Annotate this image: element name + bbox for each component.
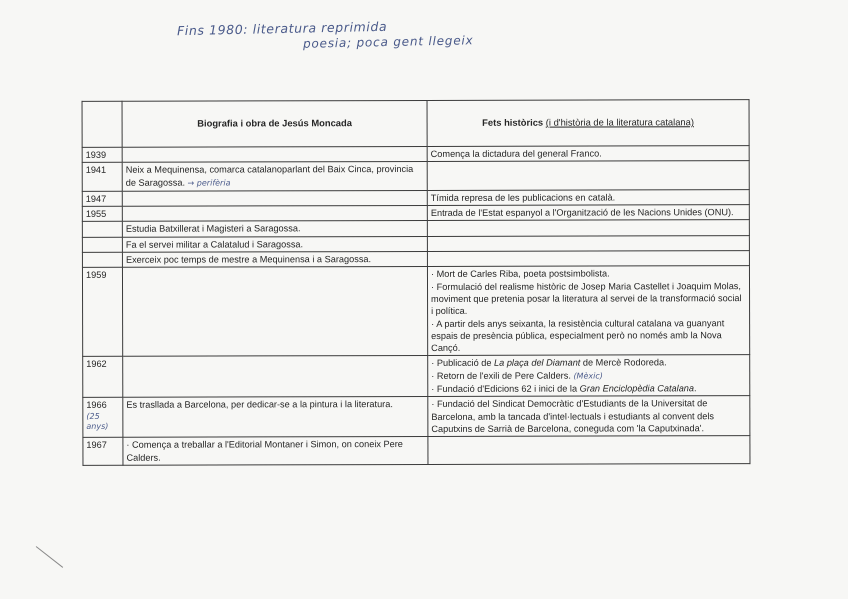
header-bio: Biografia i obra de Jesús Moncada — [122, 100, 427, 147]
pen-stroke-mark — [36, 546, 64, 568]
cell-year — [82, 237, 122, 252]
cell-year: 1955 — [82, 206, 122, 221]
book-title: La plaça del Diamant — [494, 358, 581, 369]
table-row — [82, 220, 749, 237]
table-row — [83, 436, 750, 465]
book-title: Gran Enciclopèdia Catalana — [579, 383, 695, 394]
cell-bio — [123, 356, 428, 398]
cell-hist: Entrada de l'Estat espanyol a l'Organització de les Nacions Unides (ONU). — [427, 205, 749, 221]
header-hist-sub: (i d'història de la literatura catalana) — [545, 116, 695, 129]
cell-hist: Tímida represa de les publicacions en català. — [427, 190, 749, 206]
handwritten-annotation: → perifèria — [187, 178, 231, 188]
handwritten-note-1: Fins 1980: literatura reprimida — [176, 18, 388, 39]
cell-bio-text: Neix a Mequinensa, comarca catalanoparlant del Baix Cinca, provincia de Saragossa. — [125, 164, 414, 188]
table-row — [83, 396, 750, 438]
cell-year — [83, 398, 123, 438]
cell-year: 1941 — [82, 163, 122, 192]
cell-year — [82, 252, 122, 267]
hist-item-text: . — [693, 383, 697, 394]
cell-bio — [122, 146, 427, 162]
table-header-row — [82, 100, 749, 148]
cell-hist — [427, 235, 749, 251]
cell-bio: Fa el servei militar a Calatalud i Saragossa. — [122, 236, 427, 252]
handwritten-annotation: (25 anys) — [86, 411, 109, 431]
cell-year: 1939 — [82, 147, 122, 162]
hist-item-text: · Fundació d'Edicions 62 i inici de la — [431, 383, 580, 395]
table-row — [82, 205, 749, 222]
handwritten-note-2: poesia; poca gent llegeix — [302, 33, 474, 51]
header-hist — [427, 100, 749, 147]
cell-bio: Exerceix poc temps de mestre a Mequinensa i a Saragossa. — [122, 252, 427, 268]
hist-item-text: de Mercè Rodoreda. — [580, 357, 667, 369]
cell-bio: · Comença a treballar a l'Editorial Montaner i Simon, on coneix Pere Calders. — [123, 437, 428, 465]
table-row — [83, 355, 750, 398]
hist-item: · A partir dels anys seixanta, la resistència cultural catalana va guanyant espais de presència pública, especialment però no només amb la Nova Cançó. — [431, 317, 725, 354]
cell-hist — [427, 161, 749, 190]
header-year — [82, 101, 122, 147]
cell-hist — [428, 355, 750, 397]
cell-bio — [122, 267, 427, 357]
cell-bio — [122, 190, 427, 206]
cell-year: 1962 — [83, 357, 123, 398]
cell-hist: · Fundació del Sindicat Democràtic d'Estudiants de la Universitat de Barcelona, amb la tancada d'intel·lectuals i estudiants al convent dels Caputxins de Sarrià de Barcelona, coneguda com 'la Caputxinada'. — [428, 396, 750, 437]
table-row — [82, 235, 749, 252]
cell-bio — [122, 162, 427, 191]
table-row — [82, 161, 749, 191]
cell-hist — [428, 436, 750, 464]
biography-table — [82, 99, 751, 466]
cell-hist — [427, 251, 749, 267]
hist-item: · Mort de Carles Riba, poeta postsimbolista. — [430, 268, 610, 280]
cell-year: 1967 — [83, 438, 123, 466]
table-row — [82, 190, 749, 207]
hist-item — [431, 369, 746, 383]
table-row — [82, 266, 749, 357]
cell-hist: Comença la dictadura del general Franco. — [427, 146, 749, 162]
cell-year: 1947 — [82, 191, 122, 206]
hist-item — [431, 382, 746, 395]
cell-bio: Estudia Batxillerat i Magisteri a Saragossa. — [122, 221, 427, 237]
cell-year: 1959 — [82, 268, 122, 357]
cell-bio — [122, 206, 427, 222]
cell-bio: Es trasllada a Barcelona, per dedicar-se a la pintura i la literatura. — [123, 397, 428, 438]
cell-year — [82, 222, 122, 237]
hist-item: · Formulació del realisme històric de Josep Maria Castellet i Joaquim Molas, moviment que pretenia posar la literatura al servei de la transformació social i política. — [430, 280, 742, 317]
table-row — [82, 146, 749, 163]
cell-hist — [427, 220, 749, 236]
cell-hist — [427, 266, 749, 356]
hist-item — [431, 357, 746, 370]
hist-item-text: · Publicació de — [431, 358, 495, 369]
hist-item-text: · Retorn de l'exili de Pere Calders. — [431, 370, 574, 381]
handwritten-annotation: (Mèxic) — [573, 371, 603, 381]
cell-year-text: 1966 — [86, 400, 107, 411]
table-row — [82, 251, 749, 268]
header-hist-bold: Fets històrics — [482, 117, 544, 129]
